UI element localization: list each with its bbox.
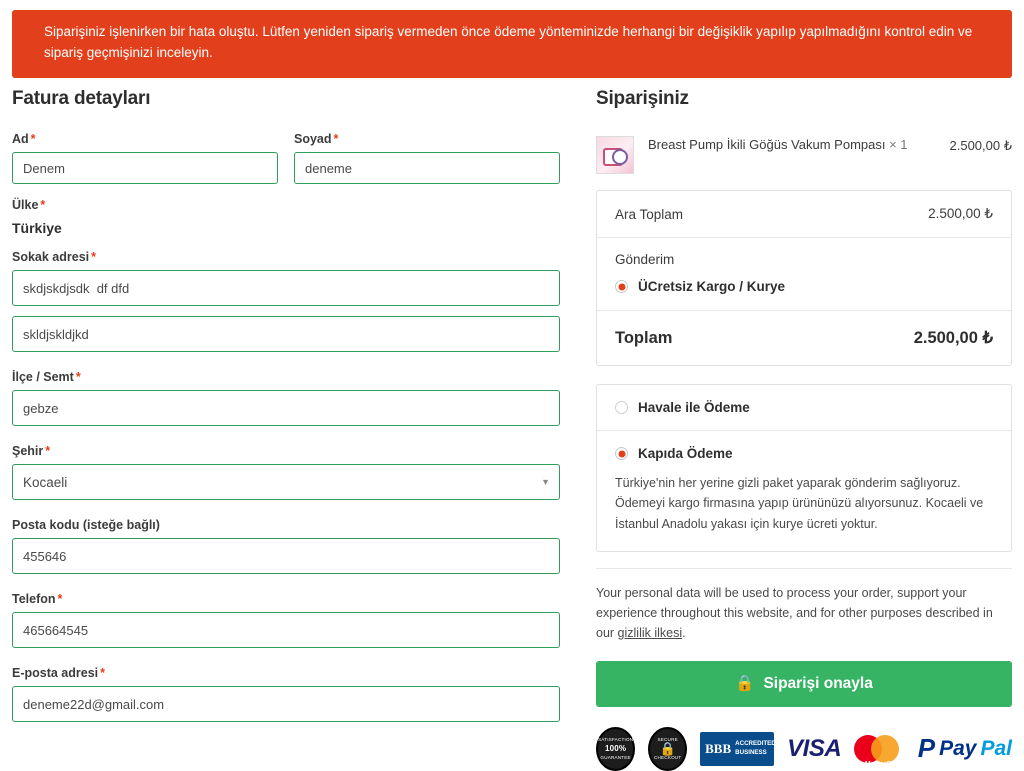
city-select[interactable] bbox=[12, 464, 560, 500]
street-address-2-field bbox=[12, 316, 560, 352]
seal-mid-text: 100% bbox=[604, 743, 627, 753]
order-summary-section bbox=[596, 88, 1012, 771]
first-name-input[interactable] bbox=[12, 152, 278, 184]
order-title: Siparişiniz bbox=[596, 88, 689, 109]
postcode-input[interactable] bbox=[12, 538, 560, 574]
secure-checkout-badge bbox=[648, 727, 687, 771]
required-mark: * bbox=[40, 198, 46, 212]
required-mark: * bbox=[91, 250, 97, 264]
phone-field bbox=[12, 592, 560, 648]
payment-option-cash-on-delivery[interactable] bbox=[597, 431, 1011, 551]
mastercard-circle-yellow bbox=[871, 735, 899, 763]
first-name-field bbox=[12, 132, 278, 184]
error-banner bbox=[12, 10, 1012, 78]
email-label-text: E-posta adresi bbox=[12, 666, 99, 680]
email-field bbox=[12, 666, 560, 722]
required-mark: * bbox=[45, 444, 51, 458]
total-value: 2.500,00 ₺ bbox=[913, 329, 993, 347]
product-quantity: × 1 bbox=[889, 137, 908, 152]
district-field bbox=[12, 370, 560, 426]
radio-icon[interactable] bbox=[615, 280, 628, 293]
name-row bbox=[12, 132, 560, 198]
payment-option-description: Türkiye'nin her yerine gizli paket yaparak gönderim sağlıyoruz. Ödemeyi kargo firmasına yapıp ürününüzü alıyorsunuz. Kocaeli ve İstanbul Anadolu yakası için kurye ücreti yoktur. bbox=[615, 476, 984, 531]
required-mark: * bbox=[30, 132, 36, 146]
product-thumbnail bbox=[596, 136, 634, 174]
first-name-label-text: Ad bbox=[12, 132, 29, 146]
subtotal-row bbox=[597, 191, 1011, 238]
email-label bbox=[12, 666, 560, 680]
bbb-line-1: ACCREDITED bbox=[735, 740, 776, 748]
trust-badges bbox=[596, 727, 1012, 771]
last-name-input[interactable] bbox=[294, 152, 560, 184]
postcode-label bbox=[12, 518, 560, 532]
district-label bbox=[12, 370, 560, 384]
country-field bbox=[12, 198, 560, 236]
place-order-button[interactable] bbox=[596, 661, 1012, 707]
district-input[interactable] bbox=[12, 390, 560, 426]
product-name bbox=[648, 136, 950, 155]
payment-option-label: Havale ile Ödeme bbox=[638, 400, 750, 415]
required-mark: * bbox=[75, 370, 81, 384]
country-label-text: Ülke bbox=[12, 198, 39, 212]
paypal-word-pay: Pay bbox=[939, 736, 977, 760]
seal-bottom-text: CHECKOUT bbox=[654, 755, 682, 761]
billing-title: Fatura detayları bbox=[12, 88, 151, 109]
email-input[interactable] bbox=[12, 686, 560, 722]
seal-top-text: SATISFACTION bbox=[598, 737, 634, 743]
privacy-notice-period: . bbox=[682, 625, 686, 640]
billing-details-section bbox=[12, 88, 560, 736]
privacy-policy-link[interactable]: gizlilik ilkesi bbox=[617, 625, 683, 640]
street-address-2-input[interactable] bbox=[12, 316, 560, 352]
postcode-field bbox=[12, 518, 560, 574]
street-address-label-text: Sokak adresi bbox=[12, 250, 90, 264]
city-select-wrap[interactable] bbox=[12, 464, 560, 500]
city-label-text: Şehir bbox=[12, 444, 44, 458]
phone-input[interactable] bbox=[12, 612, 560, 648]
country-label bbox=[12, 198, 560, 212]
lock-icon: 🔒 bbox=[735, 675, 755, 693]
city-select-value: Kocaeli bbox=[23, 474, 68, 490]
paypal-logo bbox=[918, 733, 1012, 764]
product-price: 2.500,00 ₺ bbox=[949, 138, 1012, 153]
street-address-label bbox=[12, 250, 560, 264]
paypal-mark: P bbox=[917, 733, 936, 764]
postcode-label-text: Posta kodu (isteğe bağlı) bbox=[12, 518, 160, 532]
seal-bottom-text: GUARANTEE bbox=[600, 754, 631, 760]
country-value: Türkiye bbox=[12, 220, 62, 236]
bbb-line-2: BUSINESS bbox=[735, 748, 767, 756]
total-label: Toplam bbox=[615, 328, 673, 347]
city-field bbox=[12, 444, 560, 500]
street-address-field bbox=[12, 250, 560, 306]
subtotal-value: 2.500,00 ₺ bbox=[928, 206, 993, 221]
total-row bbox=[597, 311, 1011, 365]
product-name-text: Breast Pump İkili Göğüs Vakum Pompası bbox=[648, 137, 886, 152]
totals-box bbox=[596, 190, 1012, 366]
satisfaction-guarantee-badge bbox=[596, 727, 635, 771]
payment-methods-box bbox=[596, 384, 1012, 552]
street-address-input[interactable] bbox=[12, 270, 560, 306]
seal-top-text: SECURE bbox=[657, 736, 678, 742]
bbb-mark: BBB bbox=[705, 740, 732, 756]
mastercard-wordmark: MasterCard bbox=[864, 760, 902, 768]
lock-icon: 🔒 bbox=[659, 741, 676, 757]
required-mark: * bbox=[100, 666, 106, 680]
radio-icon[interactable] bbox=[615, 447, 628, 460]
shipping-label: Gönderim bbox=[615, 252, 675, 267]
district-label-text: İlçe / Semt bbox=[12, 370, 74, 384]
radio-icon[interactable] bbox=[615, 401, 628, 414]
subtotal-label: Ara Toplam bbox=[615, 206, 684, 222]
error-banner-message: Siparişiniz işlenirken bir hata oluştu. Lütfen yeniden sipariş vermeden önce ödeme yönteminizde herhangi bir değişiklik yapılıp yapılmadığını kontrol edin ve sipariş geçmişinizi inceleyin. bbox=[44, 24, 973, 60]
last-name-field bbox=[294, 132, 560, 184]
bbb-accredited-badge bbox=[700, 732, 774, 766]
shipping-option-free[interactable] bbox=[615, 279, 993, 294]
chevron-down-icon: ▼ bbox=[541, 477, 550, 487]
first-name-label bbox=[12, 132, 278, 146]
phone-label bbox=[12, 592, 560, 606]
shipping-block bbox=[597, 238, 1011, 311]
order-line-item bbox=[596, 132, 1012, 190]
required-mark: * bbox=[333, 132, 339, 146]
place-order-label: Siparişi onayla bbox=[763, 674, 873, 692]
privacy-notice-text: Your personal data will be used to process your order, support your experience throughout this website, and for other purposes described in our bbox=[596, 585, 993, 640]
last-name-label-text: Soyad bbox=[294, 132, 332, 146]
phone-label-text: Telefon bbox=[12, 592, 56, 606]
shipping-option-label: ÜCretsiz Kargo / Kurye bbox=[638, 279, 786, 294]
visa-logo: VISA bbox=[787, 734, 842, 762]
payment-option-label: Kapıda Ödeme bbox=[638, 446, 733, 461]
required-mark: * bbox=[57, 592, 63, 606]
privacy-notice bbox=[596, 568, 1012, 643]
city-label bbox=[12, 444, 560, 458]
paypal-word-pal: Pal bbox=[980, 736, 1012, 760]
last-name-label bbox=[294, 132, 560, 146]
payment-option-bank-transfer[interactable] bbox=[597, 385, 1011, 431]
mastercard-logo bbox=[854, 731, 905, 767]
